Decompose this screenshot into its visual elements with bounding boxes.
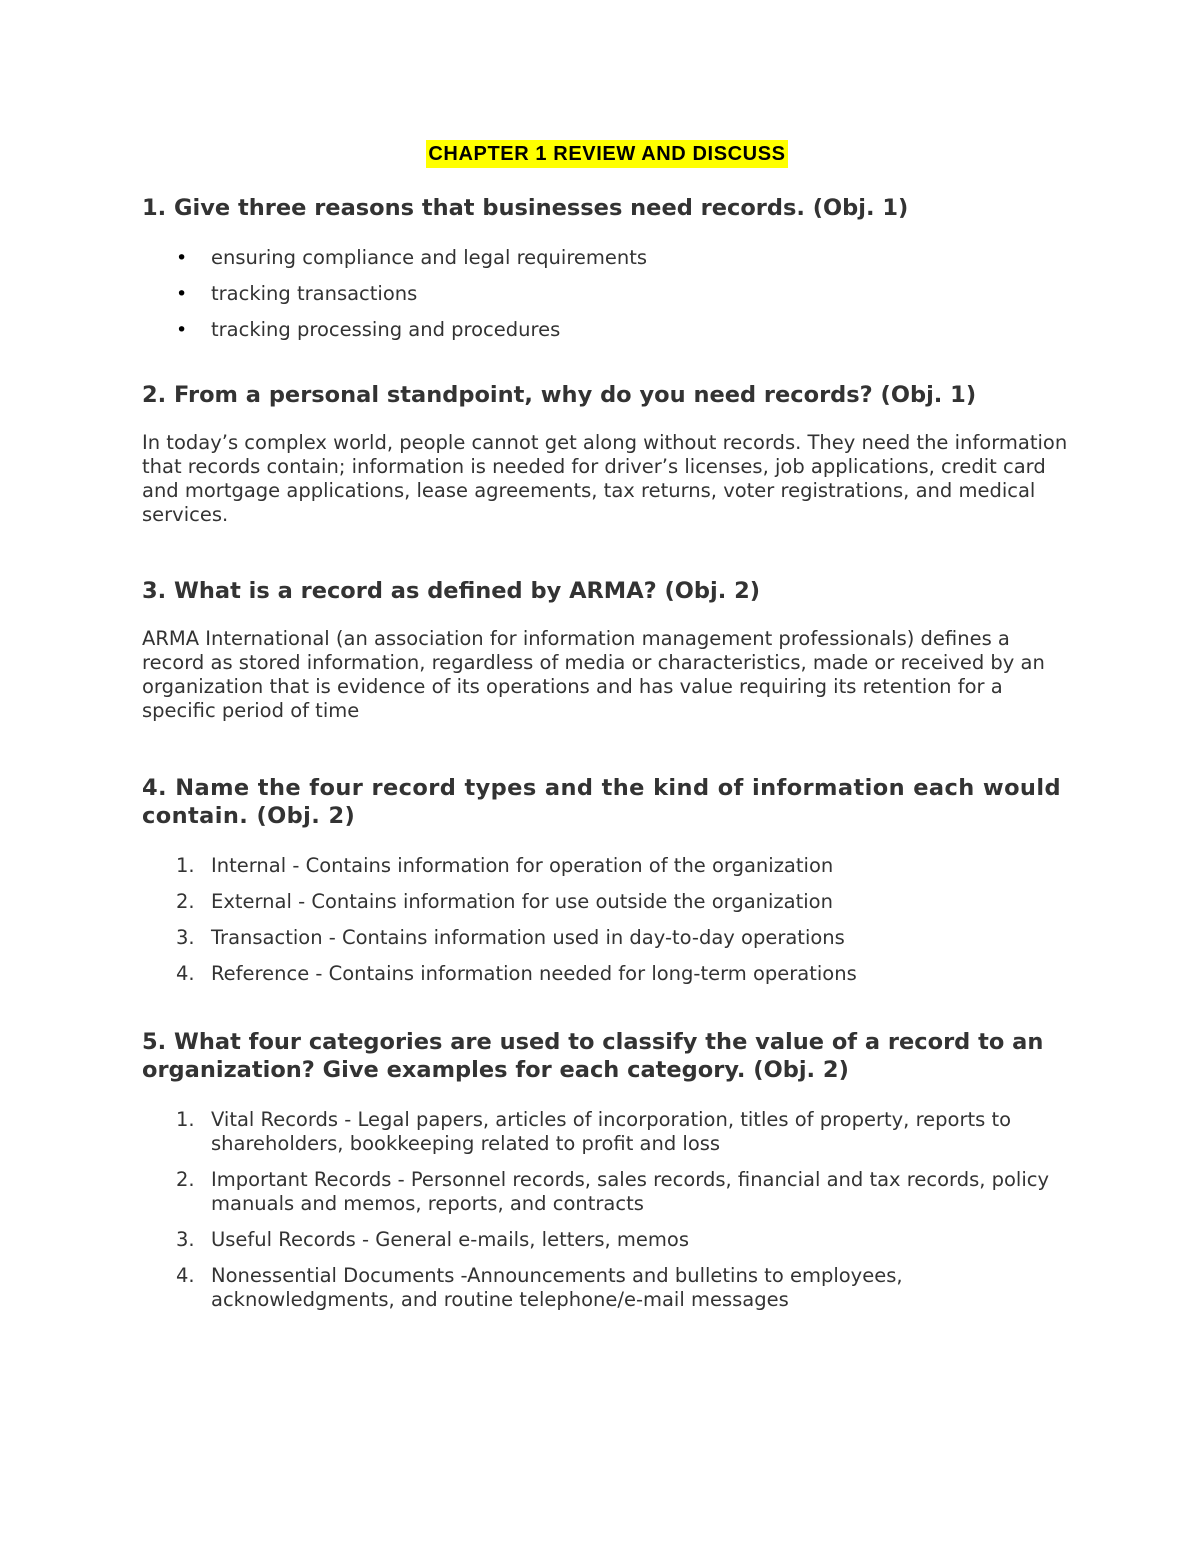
- question-4-numbered-list: [142, 854, 1072, 986]
- list-item-text: Reference - Contains information needed for long-term operations: [211, 962, 857, 985]
- question-5-numbered-list: [142, 1108, 1072, 1312]
- question-3-answer: ARMA International (an association for information management professionals) defines a record as stored information, regardless of media or characteristics, made or received by an organization that is evidence of its operations and has value requiring its retention for a specific period of time: [142, 627, 1045, 722]
- question-number: 2.: [142, 382, 167, 408]
- list-item-text: Vital Records - Legal papers, articles of incorporation, titles of property, reports to shareholders, bookkeeping related to profit and loss: [211, 1108, 1012, 1155]
- question-2-section: [142, 381, 1072, 527]
- question-3-heading: [142, 577, 1072, 605]
- list-item: [142, 962, 1072, 986]
- list-item-number: 4.: [176, 962, 195, 985]
- list-item-number: 4.: [176, 1264, 195, 1287]
- list-item-number: 3.: [176, 1228, 195, 1251]
- list-item-text: tracking transactions: [211, 282, 418, 305]
- question-3-section: [142, 577, 1072, 723]
- list-item: [142, 890, 1072, 914]
- list-item-text: External - Contains information for use outside the organization: [211, 890, 833, 913]
- list-item-text: ensuring compliance and legal requirements: [211, 246, 648, 269]
- list-item: [142, 926, 1072, 950]
- question-text: Give three reasons that businesses need records. (Obj. 1): [174, 195, 909, 221]
- bullet-icon: •: [176, 283, 188, 305]
- question-5-section: [142, 1028, 1072, 1312]
- question-2-heading: [142, 381, 1072, 409]
- question-1-section: [142, 194, 1072, 342]
- list-item: [142, 282, 1072, 306]
- question-number: 1.: [142, 195, 167, 221]
- question-number: 3.: [142, 578, 167, 604]
- list-item-text: Important Records - Personnel records, sales records, financial and tax records, policy manuals and memos, reports, and contracts: [211, 1168, 1050, 1215]
- bullet-icon: •: [176, 247, 188, 269]
- question-1-heading: [142, 194, 1072, 222]
- question-4-heading: [142, 774, 1072, 830]
- list-item-text: Useful Records - General e-mails, letters, memos: [211, 1228, 690, 1251]
- list-item-number: 2.: [176, 1168, 195, 1191]
- question-text: From a personal standpoint, why do you need records? (Obj. 1): [174, 382, 977, 408]
- question-text: What is a record as defined by ARMA? (Obj. 2): [174, 578, 761, 604]
- question-text: What four categories are used to classify the value of a record to an organization? Give examples for each category. (Obj. 2): [142, 1029, 1044, 1083]
- title-container: [142, 140, 1072, 168]
- list-item-text: Internal - Contains information for operation of the organization: [211, 854, 834, 877]
- document-page: [142, 140, 1072, 1324]
- list-item-text: tracking processing and procedures: [211, 318, 561, 341]
- list-item-number: 2.: [176, 890, 195, 913]
- question-4-section: [142, 774, 1072, 986]
- list-item: [142, 1108, 1072, 1156]
- question-1-bullet-list: [142, 246, 1072, 342]
- question-2-answer: In today’s complex world, people cannot get along without records. They need the information that records contain; information is needed for driver’s licenses, job applications, credit card and mortgage applications, lease agreements, tax returns, voter registrations, and medical services.: [142, 431, 1068, 526]
- list-item: [142, 1228, 1072, 1252]
- list-item-text: Nonessential Documents -Announcements and bulletins to employees, acknowledgments, and routine telephone/e-mail messages: [211, 1264, 903, 1311]
- list-item-number: 1.: [176, 854, 195, 877]
- list-item: [142, 318, 1072, 342]
- list-item: [142, 246, 1072, 270]
- question-5-heading: [142, 1028, 1072, 1084]
- list-item: [142, 1168, 1072, 1216]
- list-item-number: 3.: [176, 926, 195, 949]
- list-item-number: 1.: [176, 1108, 195, 1131]
- page-title: CHAPTER 1 REVIEW AND DISCUSS: [426, 140, 787, 168]
- list-item-text: Transaction - Contains information used in day-to-day operations: [211, 926, 845, 949]
- list-item: [142, 1264, 1072, 1312]
- list-item: [142, 854, 1072, 878]
- question-number: 5.: [142, 1029, 167, 1055]
- question-number: 4.: [142, 775, 168, 801]
- bullet-icon: •: [176, 319, 188, 341]
- question-text: Name the four record types and the kind of information each would contain. (Obj. 2): [142, 775, 1061, 829]
